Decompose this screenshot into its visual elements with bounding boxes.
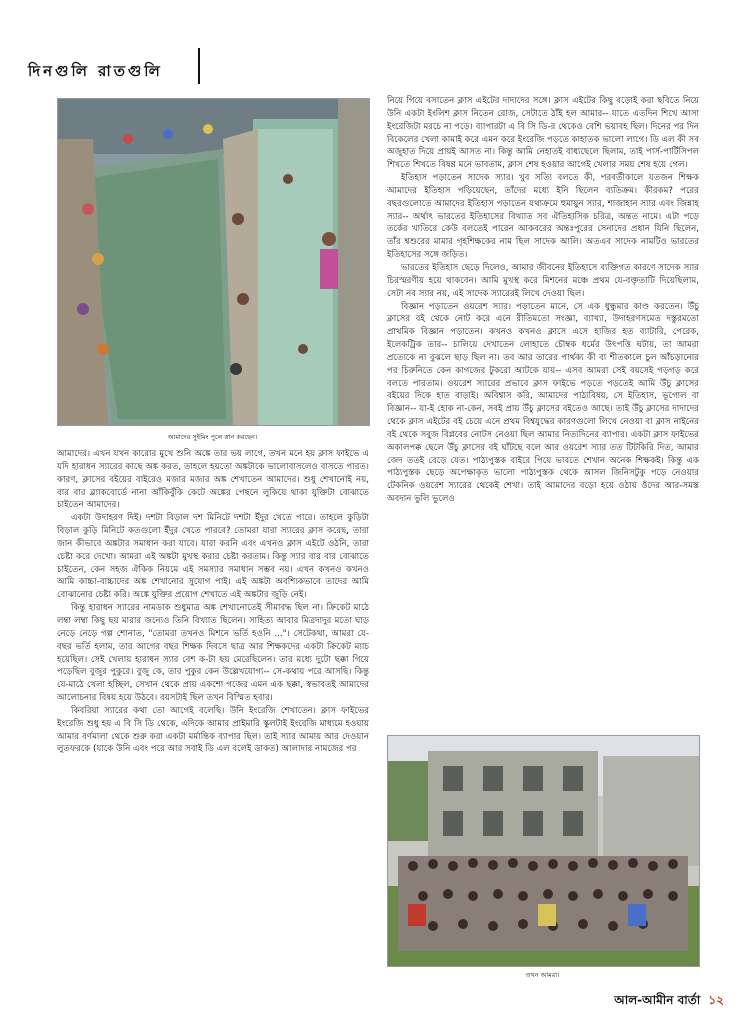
magazine-name: আল-আমীন বার্তা — [614, 993, 701, 1007]
pool-photo-caption: আমাদের সুইমিং পুলে স্নান করছেন। — [167, 433, 258, 441]
paragraph: বিজ্ঞান পড়াতেন ওয়রেশ স্যার। পড়াতেন মানে, সে এক ধুন্ধুমার কাণ্ড করতেন। উঁচু ক্লাসের বই থেকে নোট করে এনে রীতিমতো সংজ্ঞা, ব্যাখ্যা, উদাহরণসমেত দস্তুরমতো প্রাথমিক বিজ্ঞান পড়াতেন। কখনও কখনও ক্লাসে এসে হাজির হত ব্যাটারি, পেরেক, ইলেকট্রিক তার-- চালিয়ে দেখাতেন লোহাতে চৌম্বক ধর্মের উৎপত্তি ঘটায়, তা আমরা প্রত্যেকে না বুঝলে ছাড় ছিল না। তব আর তারের পার্থক্য কী বা শীতকালে চুল আঁচড়ানোর পর চিরুনিতে কেন কাগজের টুকরো আটকে যায়-- এসব আমরা সেই বয়সেই গড়গড় করে বলতে পারতাম। ওয়রেশ স্যারের প্রভাবে ক্লাস ফাইভে পড়তে পড়তেই আমি উঁচু ক্লাসের বইয়ের দিকে হাত বাড়াই। অবিশ্বাস করি, আমাদের পাঠ্যবিষয়, সে ইতিহাস, ভূগোল বা বিজ্ঞান-- যা-ই হোক না-কেন, সবই প্রায় উঁচু ক্লাসের বইতেও আছে। তাই উঁচু ক্লাসের দাদাদের থেকে ক্লাস এইটের বই চেয়ে এনে প্রথম বিশ্বযুদ্ধের কারণগুলো লিখে নেওয়া বা ক্লাস নাইনের বই থেকে সবুজ বিপ্লবের নোটস নেওয়া ছিল আমার নিত্যদিনের ব্যাপার। একটা ক্লাস ফাইভের অকালপক্ক ছেলে উঁচু ক্লাসের বই ঘাঁটছে বলে আর ওয়রেশ স্যার তত টিটকিরি দিত, আমার জেদ ততই বেড়ে যেত। পাঠ্যপুস্তক বাইরে পিয়ে ভাবতে শেখান অনেক শিক্ষকই। কিন্তু এক পাঠ্যপুস্তক ছেড়ে অপেক্ষাকৃত ভালো পাঠ্যপুস্তক থেকে আসল জিনিসটুকু পড়ে নেওয়ার টেকনিক ওয়রেশ স্যারের থেকেই শেখা। তাই আমাদের বড়ো হয়ে ওঠায় ওঁদের আর-সমস্ত অবদান ভুলি ভুলেও — [387, 301, 699, 505]
paragraph: কিবরিয়া স্যারের কথা তো আগেই বলেছি। উনি ইংরেজি শেখাতেন। ক্লাস ফাইভের ইংরেজি শুধু হয় এ বি সি ডি থেকে, এদিকে আমার প্রাইমারি স্কুলটাই ইংরেজি মাধ্যমে হওয়ায় আমার বর্ণমালা থেকে শুরু করা একটা মর্মান্তিক ব্যাপার ছিল। তাই স্যার আমায় আর দেওয়ান লুতফরকে (যাকে উনি এবং পরে আর সবাই ডি এল বলেই ডাকত) আলাদার নামজের পর — [57, 705, 369, 755]
section-title: দিনগুলি রাতগুলি — [28, 62, 163, 80]
paragraph: কিন্তু হারাধন স্যারের নামডাক শুধুমাত্র অঙ্ক শেখানোতেই সীমাবদ্ধ ছিল না। ক্রিকেট মাঠে লম্বা লম্বা কিছু ছয় মারার জন্যেও তিনি বিখ্যাত ছিলেন। সাহিত্য আবার মিত্রদাদুর মতো ঘাড় নেড়ে নেড়ে গল্প শোনাত, "তোমরা তখনও মিশনে ভর্তি হওনি ..."। সেটেকথা, আমরা যে-বছর ভর্তি হলাম, তার আগের বছর শিক্ষক দিবসে ছাত্র আর শিক্ষকদের একটা ক্রিকেট ম্যাচ হয়েছিল। সেই খেলায় হারাধন স্যার বেশ ক-টা ছয় মেরেছিলেন। তার মধ্যে দুটো ছক্কা গিয়ে পড়েছিল বুজুর পুকুরে। বুজু কে, তার পুকুর কেন উল্লেখযোগ্য-- সে-কথায় পরে আসছি। কিন্তু যে-মাঠে খেলা হচ্ছিল, সেখান থেকে প্রায় একশো গজের এমন এক ছক্কা, স্বভাবতই আমাদের আলোচনার বিষয় হয়ে উঠবে। বয়সটাই ছিল তখন বিস্মিত হবার। — [57, 603, 369, 704]
page-footer — [614, 992, 724, 1012]
paragraph: ভারতের ইতিহাস ছেড়ে দিলেও, আমার জীবনের ইতিহাসে ব্যক্তিগত কারণে সাদেক স্যার চিরস্মরণীয় হয়ে থাকবেন। আমি মুখস্থ করে মিশনের মঞ্চে প্রথম যে-বক্তৃতাটি দিয়েছিলাম, সেটা নব স্যার নয়, এই সাদেক স্যারেরই লিখে দেওয়া ছিল। — [387, 262, 699, 299]
right-column — [387, 95, 699, 727]
group-photo — [387, 735, 700, 967]
paragraph: একটা উদাহরণ দিই। দশটা বিড়াল দশ মিনিটে দশটা ইঁদুর খেতে পারে। তাহলে কুড়িটা বিড়াল কুড়ি মিনিটে কতগুলো ইঁদুর খেতে পারবে? তোমরা যারা স্যারের ক্লাস করেছ, তারা জান কীভাবে অঙ্কটার সমাধান করা যাবে। যারা করনি এবং এখনও ক্লাস এইটে ওঠনি, তারা চেষ্টা করে দেখো। আমরা এই অঙ্কটা মুখস্থ করার চেষ্টা করতাম। কিন্তু স্যার বার বার বোঝাতে চাইতেন, কেন সহজ ঐকিক নিয়মে এই সমস্যার সমাধান সম্ভব নয়। এখন কখনও কখনও আমি কাচ্চা-বাচ্চাদের অঙ্ক শেখানোর সুযোগ পাই। এই অঙ্কটা অবশ্যিকভাবে তাদের আমি বোঝানোর চেষ্টা করি। অঙ্কে যুক্তির প্রয়োগ শেখাতে এই অঙ্কটার জুড়ি নেই। — [57, 513, 369, 601]
paragraph: আমাদের। এখন যখন কারোর মুখে শুনি অঙ্কে তার ভয় লাগে, তখন মনে হয় ক্লাস ফাইভে এ যদি হারাধন স্যারের কাছে অঙ্ক করত, তাহলে হয়তো অঙ্কটাকে ভালোবাসলেও বাসতে পারত। কারণ, ক্লাসের বইয়ের বাইরেও মজার মজার অঙ্ক শেখাতেন আমাদের। শুধু শেখানোই নয়, বার বার ব্ল্যাকবোর্ডে নানা আঁকিবুঁকি কেটে অঙ্কের পেছনে লুকিয়ে থাকা যুক্তিটা বোঝাতে চাইতেন আমাদের। — [57, 449, 369, 511]
paragraph: ইতিহাস পড়াতেন সাদেক স্যার। খুব সত্যি বলতে কী, পরবর্তীকালে যতজন শিক্ষক আমাদের ইতিহাস পড়িয়েছেন, তাঁদের মধ্যে ইনি ছিলেন ব্যতিক্রম। কীরকম? পরের বছরগুলোতে আমাদের ইতিহাস পড়াতেন যথাক্রমে হুমায়ুন স্যার, শাজাহান স্যার এবং জিন্নাহ স্যার-- অর্থাৎ ভারতের ইতিহাসের বিখ্যাত সব ঐতিহাসিক চরিত্র, অন্তত নামে। এটা পড়ে তর্কের খাতিরে কেউ বলতেই পারেন আকবরের অন্তঃপুরের সেনাদের প্রধান যিনি ছিলেন, তাঁর শ্বশুরের মামার গৃহশিক্ষকের নাম ছিল সাদেক আলি। অতএব সাদেক নামটিও ভারতের ইতিহাসের সঙ্গে জড়িত। — [387, 173, 699, 261]
header-divider — [198, 48, 200, 84]
pool-photo — [57, 98, 370, 426]
group-photo-caption: তখন আমরা। — [525, 971, 560, 979]
left-column — [57, 448, 369, 978]
page-number: ১২ — [708, 993, 724, 1007]
paragraph: নিয়ে গিয়ে বসাতেন ক্লাস এইটের দাদাদের সঙ্গে। ক্লাস এইটের কিছু বড়োই করা ছবিতে নিয়ে উনি একটা ইংলিশ ক্লাস নিতেন রোজ, সেটাতে ঠাঁই হল আমার-- যাতে এতদিন শিখে আসা ইংরেজিটা মরচে না পড়ে। ব্যাপারটা এ বি সি ডি-র থেকেও বেশি ভয়াবহ ছিল। দিনের পর দিন বিকেলের খেলা কামাই করে এমন করে ইংরেজি পড়তে কাহাতক ভালো লাগে। ডি এল কী সব অজুহাত দিয়ে প্রায়ই আসত না। কিন্তু আমি নেহাতই বাধ্যছেলে ছিলাম, তাই পার্স-পার্টিসিপল শিখতে শিখতে বিষণ্ণ মনে ভাবতাম, ক্লাস শেষ হওয়ার আগেই খেলার সময় শেষ হয়ে গেল। — [387, 96, 699, 171]
